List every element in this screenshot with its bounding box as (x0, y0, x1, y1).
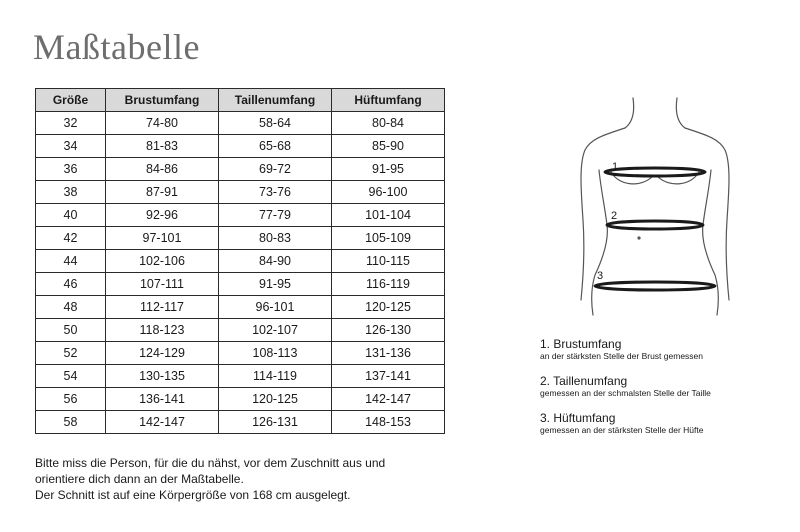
cell-waist: 120-125 (219, 388, 332, 411)
hip-measure-line (595, 282, 715, 290)
table-row (36, 250, 445, 273)
cell-hip: 96-100 (332, 181, 445, 204)
cell-size: 58 (36, 411, 106, 434)
cell-bust: 97-101 (106, 227, 219, 250)
cell-hip: 126-130 (332, 319, 445, 342)
table-row (36, 296, 445, 319)
table-row (36, 227, 445, 250)
legend-item-waist (540, 374, 790, 399)
table-row (36, 112, 445, 135)
note-line-1: Bitte miss die Person, für die du nähst, vor dem Zuschnitt aus und (35, 456, 386, 470)
cell-hip: 142-147 (332, 388, 445, 411)
cell-bust: 102-106 (106, 250, 219, 273)
page-title: Maßtabelle (33, 27, 200, 67)
cell-bust: 92-96 (106, 204, 219, 227)
cell-hip: 116-119 (332, 273, 445, 296)
cell-hip: 105-109 (332, 227, 445, 250)
cell-size: 52 (36, 342, 106, 365)
header-waist: Taillenumfang (219, 89, 332, 112)
header-hip: Hüftumfang (332, 89, 445, 112)
cell-bust: 112-117 (106, 296, 219, 319)
size-table (35, 88, 445, 434)
cell-hip: 80-84 (332, 112, 445, 135)
measure-note (35, 455, 385, 503)
cell-hip: 120-125 (332, 296, 445, 319)
marker-3: 3 (597, 270, 604, 282)
table-row (36, 365, 445, 388)
body-figure-illustration (555, 90, 755, 330)
cell-size: 34 (36, 135, 106, 158)
note-line-2: orientiere dich dann an der Maßtabelle. (35, 472, 244, 486)
measurement-legend (540, 337, 790, 448)
cell-waist: 102-107 (219, 319, 332, 342)
cell-waist: 69-72 (219, 158, 332, 181)
cell-size: 48 (36, 296, 106, 319)
cell-bust: 118-123 (106, 319, 219, 342)
cell-waist: 91-95 (219, 273, 332, 296)
table-row (36, 158, 445, 181)
table-row (36, 135, 445, 158)
cell-size: 56 (36, 388, 106, 411)
table-row (36, 181, 445, 204)
legend-desc: gemessen an der schmalsten Stelle der Taille (540, 388, 711, 398)
cell-bust: 87-91 (106, 181, 219, 204)
marker-1: 1 (612, 161, 619, 173)
cell-hip: 101-104 (332, 204, 445, 227)
legend-title: 3. Hüftumfang (540, 411, 616, 425)
table-row (36, 388, 445, 411)
cell-waist: 77-79 (219, 204, 332, 227)
cell-size: 32 (36, 112, 106, 135)
cell-waist: 58-64 (219, 112, 332, 135)
cell-bust: 84-86 (106, 158, 219, 181)
table-row (36, 411, 445, 434)
cell-bust: 136-141 (106, 388, 219, 411)
table-row (36, 204, 445, 227)
cell-waist: 65-68 (219, 135, 332, 158)
navel (638, 237, 640, 239)
cell-waist: 80-83 (219, 227, 332, 250)
cell-hip: 137-141 (332, 365, 445, 388)
cell-bust: 107-111 (106, 273, 219, 296)
cell-bust: 81-83 (106, 135, 219, 158)
cell-waist: 73-76 (219, 181, 332, 204)
table-header-row (36, 89, 445, 112)
legend-title: 2. Taillenumfang (540, 374, 628, 388)
cell-hip: 91-95 (332, 158, 445, 181)
cell-bust: 130-135 (106, 365, 219, 388)
cell-waist: 114-119 (219, 365, 332, 388)
cell-waist: 84-90 (219, 250, 332, 273)
left-torso-side (592, 170, 608, 315)
right-shoulder-arm (685, 128, 729, 300)
cell-waist: 108-113 (219, 342, 332, 365)
table-body (36, 112, 445, 434)
cell-hip: 85-90 (332, 135, 445, 158)
table-row (36, 342, 445, 365)
neck-outline-right (676, 98, 685, 128)
cell-hip: 131-136 (332, 342, 445, 365)
cell-size: 50 (36, 319, 106, 342)
table-row (36, 273, 445, 296)
cell-bust: 74-80 (106, 112, 219, 135)
cell-size: 38 (36, 181, 106, 204)
waist-measure-line (607, 221, 703, 229)
right-torso-side (703, 170, 719, 315)
note-line-3: Der Schnitt ist auf eine Körpergröße von 168 cm ausgelegt. (35, 488, 351, 502)
cell-waist: 96-101 (219, 296, 332, 319)
cell-hip: 148-153 (332, 411, 445, 434)
bust-measure-line (605, 168, 705, 176)
table-row (36, 319, 445, 342)
cell-bust: 142-147 (106, 411, 219, 434)
cell-waist: 126-131 (219, 411, 332, 434)
legend-item-bust (540, 337, 790, 362)
cell-size: 44 (36, 250, 106, 273)
header-size: Größe (36, 89, 106, 112)
header-bust: Brustumfang (106, 89, 219, 112)
legend-title: 1. Brustumfang (540, 337, 622, 351)
legend-item-hip (540, 411, 790, 436)
legend-desc: an der stärksten Stelle der Brust gemessen (540, 351, 703, 361)
cell-bust: 124-129 (106, 342, 219, 365)
cell-size: 54 (36, 365, 106, 388)
cell-size: 46 (36, 273, 106, 296)
cell-size: 36 (36, 158, 106, 181)
cell-size: 42 (36, 227, 106, 250)
cell-size: 40 (36, 204, 106, 227)
legend-desc: gemessen an der stärksten Stelle der Hüfte (540, 425, 704, 435)
cell-hip: 110-115 (332, 250, 445, 273)
neck-outline (625, 98, 634, 128)
marker-2: 2 (611, 210, 618, 222)
